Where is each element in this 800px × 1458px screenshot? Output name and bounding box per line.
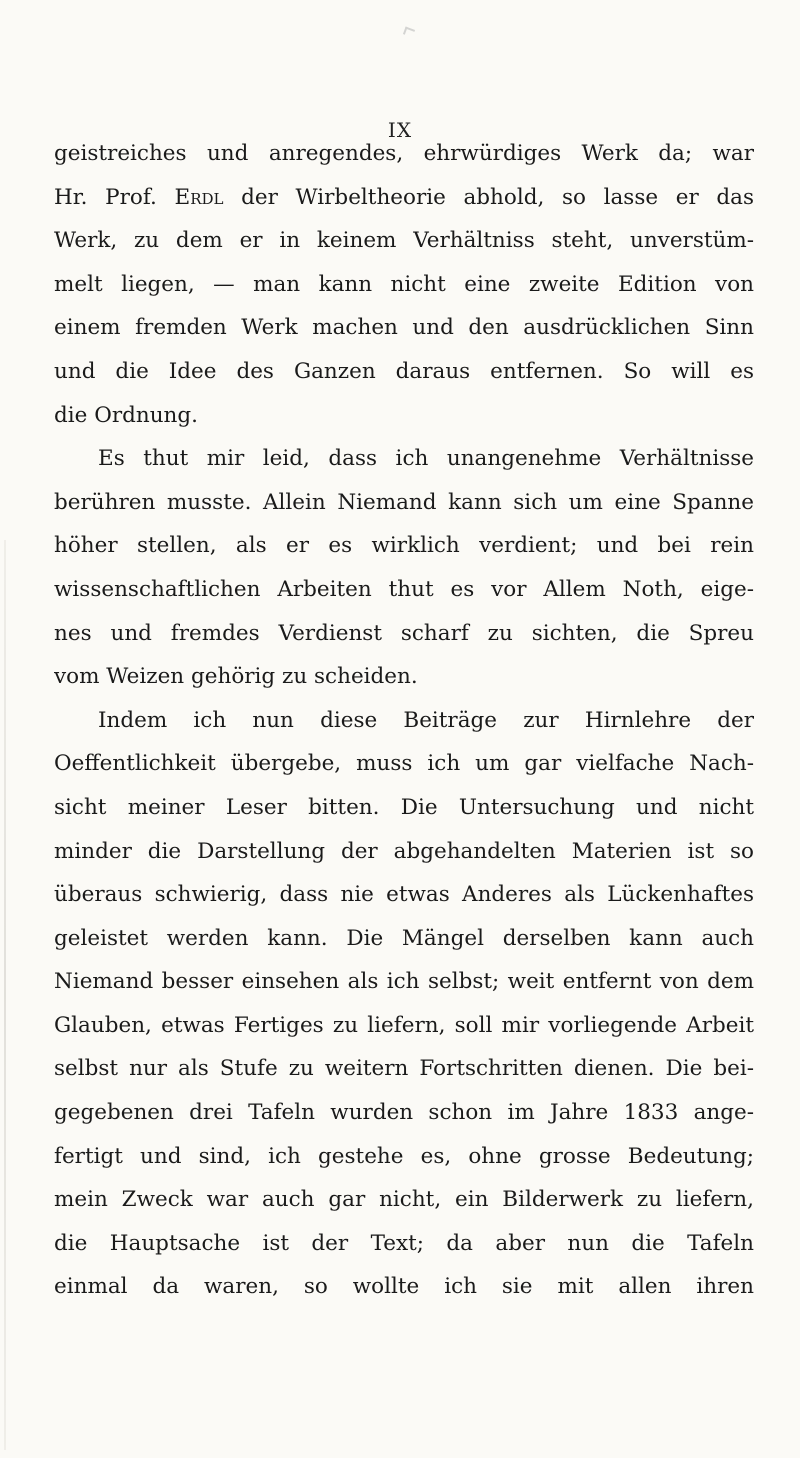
text-line: höher stellen, als er es wirklich verdient; und bei rein [54,533,754,559]
text-line: selbst nur als Stufe zu weitern Fortschritten dienen. Die bei- [54,1056,754,1082]
text-line: einmal da waren, so wollte ich sie mit allen ihren [54,1274,754,1300]
text-span: Hr. Prof. [54,184,175,210]
text-line: mein Zweck war auch gar nicht, ein Bilderwerk zu liefern, [54,1187,754,1213]
text-line: geleistet werden kann. Die Mängel derselben kann auch [54,925,754,951]
text-line: überaus schwierig, dass nie etwas Anderes als Lückenhaftes [54,882,754,908]
text-line: und die Idee des Ganzen daraus entfernen. So will es [54,358,754,384]
page-corner-mark [403,27,415,38]
page-number: IX [387,118,413,142]
text-line: vom Weizen gehörig zu scheiden. [54,664,418,690]
text-line: sicht meiner Leser bitten. Die Untersuchung und nicht [54,794,754,820]
text-line: Niemand besser einsehen als ich selbst; weit entfernt von dem [54,969,754,995]
text-line: die Hauptsache ist der Text; da aber nun die Tafeln [54,1230,754,1256]
body-text [54,132,754,1309]
page-margin-shadow [4,540,6,1450]
text-line: wissenschaftlichen Arbeiten thut es vor Allem Noth, eige- [54,576,754,602]
text-line: berühren musste. Allein Niemand kann sich um eine Spanne [54,489,754,515]
text-line: Werk, zu dem er in keinem Verhältniss steht, unverstüm- [54,228,754,254]
text-line: melt liegen, — man kann nicht eine zweite Edition von [54,271,754,297]
text-line: Oeffentlichkeit übergebe, muss ich um gar vielfache Nach- [54,751,754,777]
text-line [54,176,754,220]
author-name-erdl: Erdl [174,184,224,210]
text-span: der Wirbeltheorie abhold, so lasse er das [223,184,754,210]
text-line: gegebenen drei Tafeln wurden schon im Jahre 1833 ange- [54,1100,754,1126]
text-line: minder die Darstellung der abgehandelten Materien ist so [54,838,754,864]
text-line: die Ordnung. [54,402,199,428]
text-line: einem fremden Werk machen und den ausdrücklichen Sinn [54,315,754,341]
text-line: geistreiches und anregendes, ehrwürdiges Werk da; war [54,141,754,166]
text-line: Es thut mir leid, dass ich unangenehme Verhältnisse [98,446,754,472]
text-line: Indem ich nun diese Beiträge zur Hirnlehre der [98,707,754,733]
text-line: nes und fremdes Verdienst scharf zu sichten, die Spreu [54,620,754,646]
text-line: Glauben, etwas Fertiges zu liefern, soll mir vorliegende Arbeit [54,1012,754,1038]
text-line: fertigt und sind, ich gestehe es, ohne grosse Bedeutung; [54,1143,754,1169]
